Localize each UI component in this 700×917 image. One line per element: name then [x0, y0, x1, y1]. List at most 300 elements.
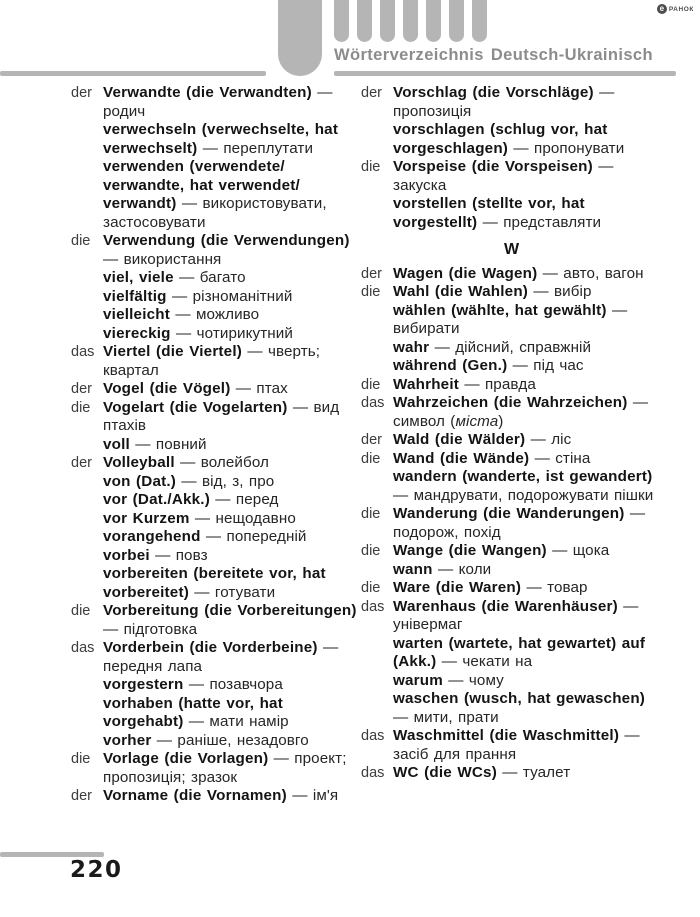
dictionary-entry [71, 750, 360, 787]
entry-article [71, 676, 103, 695]
entry-article: das [361, 598, 385, 615]
entry-term-de: Wange (die Wangen) [393, 542, 547, 559]
entry-article [71, 732, 103, 751]
entry-term-de: vorbei [103, 546, 150, 564]
entry-article [71, 491, 103, 510]
entry-dash: — [129, 435, 156, 453]
entry-article [361, 339, 393, 358]
dictionary-entry [71, 158, 360, 232]
entry-dash: — [442, 671, 469, 689]
entry-term-de: vielfältig [103, 287, 167, 305]
entry-term-de: Vorderbein (die Vorderbeine) [103, 639, 318, 656]
entry-article: das [361, 395, 385, 411]
dictionary-entry [361, 339, 662, 358]
dictionary-entry [71, 436, 360, 455]
entry-article: die [361, 284, 381, 300]
entry-translation-uk: передня лапа [103, 657, 203, 675]
dictionary-entry [361, 431, 662, 450]
entry-translation-uk: можливо [195, 306, 260, 323]
entry-dash: — [537, 264, 564, 282]
entry-translation-uk: повз [175, 546, 208, 564]
entry-text [103, 158, 360, 232]
entry-term-de: vorschlagen (schlug vor, hat vorgeschlagen) [393, 121, 608, 157]
dictionary-entry [71, 269, 360, 288]
header-rule-left [0, 71, 266, 76]
entry-dash: — [459, 375, 485, 393]
entry-term-de: Vorname (die Vornamen) [103, 787, 287, 804]
entry-term-de: Vorspeise (die Vorspeisen) [393, 158, 593, 175]
entry-dash: — [166, 287, 193, 305]
entry-translation-uk: під час [533, 357, 584, 374]
entry-translation-uk: чому [468, 671, 504, 689]
entry-text [393, 121, 662, 158]
entry-translation-uk: переплутати [223, 139, 314, 157]
entry-text [393, 764, 662, 783]
entry-translation-uk: закуска [393, 176, 447, 194]
entry-text [393, 84, 662, 121]
entry-translation-uk: дійсний, справжній [455, 338, 592, 356]
entry-translation-uk: вид птахів [103, 398, 340, 434]
decor-pill [403, 0, 418, 42]
entry-text [393, 195, 662, 232]
entry-text [103, 473, 360, 492]
entry-article: die [71, 399, 91, 416]
entry-article: der [71, 455, 92, 471]
entry-article: der [361, 85, 382, 101]
entry-term-de: vorangehend [103, 528, 201, 545]
entry-term-de: Vogelart (die Vogelarten) [103, 398, 288, 416]
entry-dash: — [529, 449, 556, 467]
entry-text [103, 121, 360, 158]
entry-translation-uk: волейбол [200, 454, 269, 471]
entry-text [393, 598, 662, 635]
dictionary-entry [361, 265, 662, 284]
dictionary-entry [71, 491, 360, 510]
entry-article: der [71, 85, 92, 101]
entry-translation-uk: стіна [555, 449, 591, 467]
entry-term-de: warten (wartete, hat gewartet) auf (Akk.) [393, 634, 646, 670]
entry-article: die [361, 376, 381, 393]
dictionary-entry [361, 764, 662, 783]
dictionary-entry [361, 121, 662, 158]
dictionary-entry [361, 283, 662, 302]
entry-translation-uk: подорож, похід [393, 523, 501, 541]
entry-translation-uk: символ (міста) [393, 412, 504, 430]
publisher-logo [657, 4, 694, 14]
entry-translation-uk: ім'я [312, 787, 339, 804]
entry-text [103, 306, 360, 325]
entry-article [71, 288, 103, 307]
entry-term-de: Wagen (die Wagen) [393, 264, 538, 282]
entry-dash: — [183, 676, 210, 693]
entry-text [393, 561, 662, 580]
dictionary-entry [361, 579, 662, 598]
entry-translation-uk: авто, вагон [563, 264, 644, 282]
entry-term-de: vorgestern [103, 676, 184, 693]
entry-translation-uk: коли [458, 560, 492, 578]
entry-translation-uk: вибирати [393, 320, 460, 337]
dictionary-entry [71, 380, 360, 399]
entry-dash: — [242, 343, 268, 360]
entry-article: der [71, 788, 92, 804]
entry-dash: — [183, 713, 210, 730]
entry-dash: — [317, 639, 339, 656]
entry-translation-uk: готувати [214, 583, 276, 601]
decor-big-pill [278, 0, 322, 76]
entry-text [103, 325, 360, 344]
entry-dash: — [546, 542, 573, 559]
entry-text [393, 265, 662, 284]
entry-article [361, 357, 393, 376]
entry-translation-uk: щока [572, 542, 610, 559]
dictionary-entry [71, 343, 360, 380]
entry-text [393, 727, 662, 764]
entry-text [393, 376, 662, 395]
entry-dash: — [627, 394, 649, 411]
dictionary-entry [71, 288, 360, 307]
entry-translation-uk: мати намір [209, 713, 289, 730]
entry-text [103, 732, 360, 751]
entry-term-de: vorstellen (stellte vor, hat vorgestellt) [393, 195, 585, 231]
entry-article [71, 510, 103, 529]
entry-term-de: Vogel (die Vögel) [103, 380, 231, 397]
entry-translation-uk: мити, прати [413, 708, 499, 726]
entry-article [71, 158, 103, 232]
dictionary-entry [71, 325, 360, 344]
entry-term-de: Verwendung (die Verwendungen) [103, 232, 350, 249]
dictionary-entry [361, 672, 662, 691]
entry-article [71, 547, 103, 566]
dictionary-entry [361, 302, 662, 339]
entry-term-de: Viertel (die Viertel) [103, 343, 243, 360]
entry-translation-uk: повний [155, 435, 207, 453]
dictionary-entry [71, 639, 360, 676]
entry-translation-uk: багато [199, 269, 246, 286]
page-number: 220 [70, 857, 123, 883]
entry-dash: — [200, 528, 227, 545]
entry-article [71, 325, 103, 344]
entry-term-de: viel, viele [103, 269, 174, 286]
decor-pill [449, 0, 464, 42]
entry-term-de: Waschmittel (die Waschmittel) [393, 727, 620, 744]
entry-article: der [71, 381, 92, 397]
dictionary-entry [71, 547, 360, 566]
entry-article [361, 121, 393, 158]
entry-text [393, 690, 662, 727]
entry-article [71, 695, 103, 732]
entry-article [361, 690, 393, 727]
dictionary-entry [71, 510, 360, 529]
entry-text [103, 454, 360, 473]
entry-text [393, 283, 662, 302]
entry-text [103, 676, 360, 695]
entry-translation-uk: від, з, про [201, 472, 275, 490]
entry-article [71, 473, 103, 492]
entry-article: das [71, 640, 95, 656]
entry-translation-uk: різноманітний [192, 287, 293, 305]
entry-text [103, 380, 360, 399]
dictionary-entry [71, 84, 360, 121]
entry-term-de: Wahrheit [393, 375, 460, 393]
entry-text [103, 436, 360, 455]
entry-text [393, 394, 662, 431]
dictionary-entry [361, 450, 662, 469]
entry-translation-uk: попередній [226, 528, 307, 545]
entry-term-de: waschen (wusch, hat gewaschen) [393, 690, 646, 707]
entry-article: das [361, 765, 385, 781]
entry-dash: — [606, 301, 628, 319]
entry-article: die [361, 543, 381, 559]
dictionary-entry [361, 468, 662, 505]
entry-term-de: vor (Dat./Akk.) [103, 491, 210, 508]
entry-translation-uk: правда [484, 375, 536, 393]
entry-dash: — [508, 139, 534, 157]
entry-term-de: wählen (wählte, hat gewählt) [393, 301, 607, 319]
entry-dash: — [624, 505, 646, 522]
entry-text [103, 232, 360, 269]
entry-translation-uk: пропонувати [534, 139, 625, 157]
dictionary-entry [361, 635, 662, 672]
dictionary-entry [361, 195, 662, 232]
entry-term-de: vorhaben (hatte vor, hat vorgehabt) [103, 694, 283, 730]
entry-translation-uk: підготовка [123, 620, 198, 638]
dictionary-entry [361, 542, 662, 561]
entry-dash: — [173, 269, 200, 286]
dictionary-entry [71, 528, 360, 547]
entry-article: die [361, 450, 381, 467]
entry-translation-uk: використання [123, 250, 222, 268]
dictionary-entry [361, 394, 662, 431]
entry-text [103, 399, 360, 436]
dictionary-entry [361, 505, 662, 542]
entry-text [103, 602, 360, 639]
entry-dash: — [230, 380, 257, 397]
section-letter: W [503, 241, 520, 258]
decor-pill [426, 0, 441, 42]
dictionary-entry [361, 690, 662, 727]
entry-term-de: WC (die WCs) [393, 764, 497, 781]
dictionary-entry [361, 158, 662, 195]
entry-text [393, 672, 662, 691]
entry-article [361, 302, 393, 339]
entry-article [71, 436, 103, 455]
entry-dash: — [311, 84, 333, 101]
dictionary-entry [71, 565, 360, 602]
dictionary-entry [71, 602, 360, 639]
entry-dash: — [286, 787, 313, 804]
entry-article [361, 195, 393, 232]
dictionary-entry [361, 357, 662, 376]
header-rule-right [334, 71, 676, 76]
entry-text [103, 269, 360, 288]
entry-dash: — [525, 431, 552, 448]
entry-term-de: Vorbereitung (die Vorbereitungen) [103, 602, 357, 619]
entry-article [361, 468, 393, 505]
dictionary-entry [361, 376, 662, 395]
entry-dash: — [149, 546, 176, 564]
entry-dash: — [436, 653, 463, 670]
entry-text [103, 528, 360, 547]
entry-translation-uk: проект; пропозиція; зразок [103, 750, 347, 786]
entry-text [393, 505, 662, 542]
entry-translation-uk: чекати на [462, 653, 533, 670]
entry-dash: — [197, 139, 224, 157]
entry-dash: — [528, 283, 554, 300]
page-title: Wörterverzeichnis Deutsch-Ukrainisch [334, 46, 653, 64]
entry-translation-uk: товар [547, 579, 588, 596]
entry-article [71, 306, 103, 325]
entry-text [103, 491, 360, 510]
entry-term-de: Volleyball [103, 454, 175, 471]
entry-term-de: während (Gen.) [393, 357, 508, 374]
entry-term-de: viereckig [103, 324, 171, 342]
entry-text [103, 288, 360, 307]
dictionary-entry [361, 727, 662, 764]
dictionary-entry [361, 598, 662, 635]
entry-dash: — [176, 195, 203, 212]
entry-term-de: vor Kurzem [103, 509, 190, 527]
entry-term-de: Wald (die Wälder) [393, 431, 526, 448]
entry-text [393, 431, 662, 450]
entry-dash: — [170, 306, 196, 323]
publisher-logo-label: РАНОК [668, 5, 694, 13]
entry-dash: — [176, 472, 202, 490]
entry-text [393, 357, 662, 376]
dictionary-entry [361, 84, 662, 121]
entry-translation-uk: пропозиція [393, 102, 472, 120]
entry-term-de: Wahl (die Wahlen) [393, 283, 529, 300]
entry-dash: — [151, 731, 178, 749]
entry-term-de: Wahrzeichen (die Wahrzeichen) [393, 394, 628, 411]
entry-translation-uk: вибір [554, 283, 592, 300]
entry-translation-uk: універмаг [393, 616, 463, 633]
entry-dash: — [103, 620, 124, 638]
entry-article: die [71, 233, 91, 249]
entry-text [103, 547, 360, 566]
entry-text [393, 339, 662, 358]
publisher-logo-icon: e [657, 4, 667, 14]
entry-term-de: verwenden (verwendete/ verwandte, hat verwendet/ verwandt) [103, 158, 300, 212]
entry-article: die [361, 159, 381, 175]
entry-term-de: Warenhaus (die Warenhäuser) [393, 597, 618, 615]
dictionary-entry [361, 561, 662, 580]
entry-text [393, 635, 662, 672]
entry-text [393, 468, 662, 505]
entry-dash: — [393, 486, 414, 504]
entry-term-de: vorher [103, 731, 152, 749]
entry-translation-uk: птах [256, 380, 288, 397]
entry-dash: — [593, 84, 615, 101]
entry-article: das [361, 728, 385, 744]
entry-translation-uk: позавчора [209, 676, 283, 693]
entry-term-de: voll [103, 435, 130, 453]
decor-pill [472, 0, 487, 42]
entry-article: die [361, 506, 381, 522]
dictionary-entry [71, 454, 360, 473]
entry-dash: — [188, 583, 215, 601]
entry-article [71, 121, 103, 158]
decor-pill [380, 0, 395, 42]
entry-dash: — [477, 213, 504, 231]
entry-translation-uk: туалет [522, 764, 571, 781]
entry-term-de: von (Dat.) [103, 472, 177, 490]
entry-dash: — [507, 357, 534, 374]
entry-text [103, 84, 360, 121]
entry-dash: — [189, 509, 216, 527]
entry-dash: — [592, 158, 614, 175]
entry-text [103, 639, 360, 676]
entry-article [361, 672, 393, 691]
entry-article: der [361, 432, 382, 448]
entry-dash: — [393, 708, 414, 726]
entry-article [71, 565, 103, 602]
entry-text [103, 510, 360, 529]
decor-pill [357, 0, 372, 42]
entry-translation-uk: чверть; квартал [103, 343, 321, 379]
entry-article: das [71, 344, 95, 360]
entry-translation-uk: нещодавно [215, 509, 296, 527]
entry-term-de: vielleicht [103, 306, 170, 323]
entry-text [103, 750, 360, 787]
dictionary-entry [71, 787, 360, 806]
entry-term-de: Ware (die Waren) [393, 579, 522, 596]
entry-term-de: wann [393, 560, 433, 578]
entry-text [393, 158, 662, 195]
entry-text [393, 579, 662, 598]
entry-article: die [71, 751, 91, 767]
entry-term-de: wahr [393, 338, 430, 356]
entry-translation-uk: мандрувати, подорожувати пішки [413, 486, 654, 504]
entry-term-de: Wanderung (die Wanderungen) [393, 505, 625, 522]
entry-article: die [361, 580, 381, 596]
entry-translation-uk: використовувати, застосовувати [103, 195, 327, 231]
entry-translation-uk: чотирикутний [196, 324, 293, 342]
dictionary-entry [71, 232, 360, 269]
entry-text [393, 542, 662, 561]
entry-term-de: Vorlage (die Vorlagen) [103, 750, 269, 767]
entry-term-de: warum [393, 671, 443, 689]
entry-term-de: Wand (die Wände) [393, 449, 530, 467]
entry-article [71, 269, 103, 288]
entry-dash: — [174, 454, 201, 471]
entry-dash: — [432, 560, 459, 578]
decor-pill [334, 0, 349, 42]
entry-term-de: Verwandte (die Verwandten) [103, 84, 312, 101]
entry-dash: — [209, 491, 236, 508]
entry-text [103, 695, 360, 732]
column-right [361, 84, 662, 783]
column-left [71, 84, 360, 806]
dictionary-entry [71, 732, 360, 751]
entry-translation-uk: раніше, незадовго [177, 731, 309, 749]
entry-article [361, 635, 393, 672]
entry-translation-uk: представляти [503, 213, 602, 231]
entry-dash: — [287, 398, 314, 416]
entry-translation-uk: ліс [551, 431, 572, 448]
entry-article [361, 561, 393, 580]
entry-dash: — [617, 597, 639, 615]
entry-text [103, 565, 360, 602]
entry-dash: — [429, 338, 456, 356]
dictionary-entry [71, 473, 360, 492]
entry-text [103, 343, 360, 380]
entry-term-de: verwechseln (verwechselte, hat verwechselt) [103, 121, 339, 157]
entry-article [71, 528, 103, 547]
entry-dash: — [496, 764, 523, 781]
dictionary-entry [71, 676, 360, 695]
entry-translation-uk: перед [235, 491, 279, 508]
entry-translation-uk: засіб для прання [393, 745, 517, 763]
